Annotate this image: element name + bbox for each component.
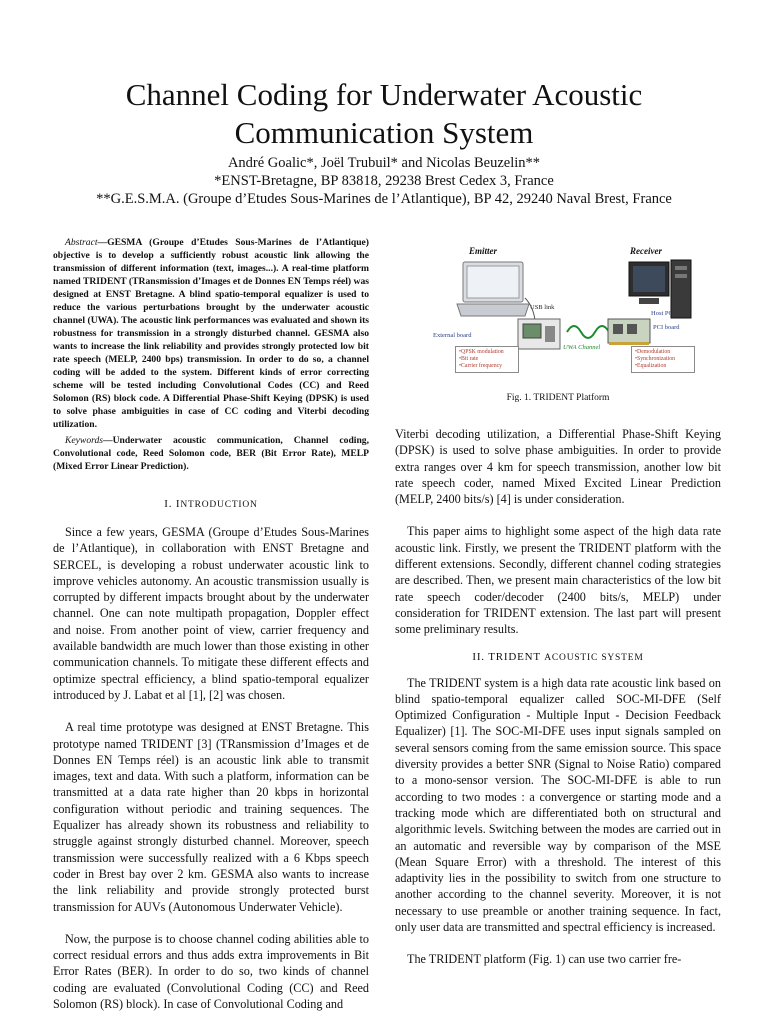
- receiver-feature: •Synchronization: [635, 356, 676, 362]
- abstract-text: —GESMA (Groupe d’Etudes Sous-Marines de l’Atlantique) objective is to develop a sufficiently robust acoustic link allowing the transmission of different information (text, images...). A real-time platform named TRIDENT (TRansmission d’Images et de Donnes EN Temps réel) was designed at ENST Bretagne. A blind spatio-temporal equalizer is used to reduce the various perturbations brought by the underwater acoustic channel (UWA). The acoustic link performances was evaluated and shown its robustness for transmission in a strongly disturbed channel. GESMA also wants to increase the link reliability and provides strongly protected low bit rate speech (MELP, 2400 bps) transmission. In order to do so, a channel coding will be added to the system. Different kinds of error correcting scheme will be tested including Convolutional Codes (CC) and Reed Solomon (RS) block code. A Differential Phase-Shift Keying (DPSK) is used to solve phase ambiguities in case of CC coding and Viterbi decoding utilization.: [53, 237, 369, 430]
- figure-caption: Fig. 1. TRIDENT Platform: [506, 393, 610, 403]
- authors: André Goalic*, Joël Trubuil* and Nicolas Beuzelin**: [227, 155, 541, 171]
- author-block: [20, 154, 748, 208]
- paper-title: Channel Coding for Underwater Acoustic Communication System: [125, 77, 643, 150]
- receiver-feature: •Demodulation: [635, 349, 671, 355]
- paragraph: Viterbi decoding utilization, a Differential Phase-Shift Keying (DPSK) is used to solve phase ambiguities. In order to provide extra ranges over 4 km for speech transmission, another low bit rate speech coder, named Mixed Excited Linear Prediction (MELP, 2400 bits/s) [4] is under consideration.: [395, 427, 721, 507]
- keywords: [53, 434, 369, 473]
- paragraph: Since a few years, GESMA (Groupe d’Etudes Sous-Marines de l’Atlantique), in collaboration with ENST Bretagne and SERCEL, is developing a robust underwater acoustic link to improve vehicles autonomy. An acoustic transmission usually is corrupted by different impacts brought about by the underwater channel. One can note multipath propagation, Doppler effect and noise. From another point of view, carrier frequency and available bandwidth are much lower than those existing in other communication channels. To mitigate these different effects and optimize spectral efficiency, a blind spatio-temporal equalizer introduced by J. Labat et al [1], [2] was chosen.: [53, 525, 369, 702]
- section-rest: NTRODUCTION: [180, 500, 258, 510]
- emitter-feature: •Bit rate: [459, 356, 479, 362]
- emitter-feature: •Carrier frequency: [459, 363, 503, 369]
- emitter-features-box: [455, 346, 519, 373]
- right-column: [395, 236, 721, 968]
- paragraph: The TRIDENT system is a high data rate acoustic link based on blind spatio-temporal equalizer called SOC-MI-DFE (Self Optimized Configuration - Multiple Input - Decision Feedback Equalizer) [1]. The SOC-MI-DFE uses input signals sampled on several sensors coming from the same emission source. This space diversity provides a better SNR (Signal to Noise Ratio) compared to a mono-sensor version. The SOC-MI-DFE is able to run according to two modes : a convergence or starting mode and a tracking mode which are differentiated both on structural and algorithmic levels. Switching between the modes are carried out in an automatic and reversible way by comparison of the MSE (Mean Square Error) with a threshold. The interest of this adaptivity lies in the possibility to switch from one structure to another according to the channel severity. Moreover, it is not necessary to use preamble or another training sequence. In fact, only user data are transmitted and spectral efficiency is increased.: [395, 675, 721, 935]
- receiver-feature: •Equalization: [635, 363, 667, 369]
- keywords-text: —Underwater acoustic communication, Channel coding, Convolutional code, Reed Solomon code, BER (Bit Error Rate), MELP (Mixed Error Linear Prediction).: [53, 435, 369, 472]
- section-main: TRIDENT: [488, 650, 541, 663]
- left-column: [53, 236, 369, 1012]
- host-pc-label: Host PC: [651, 310, 673, 317]
- paragraph: This paper aims to highlight some aspect of the high data rate acoustic link. Firstly, we present the TRIDENT platform with the different extensions. Secondly, different channel coding strategies are described. Then, we present main characteristics of the low bit rate speech coder/decoder (2400 bits/s, MELP) under consideration for TRIDENT extension. The last part will present some preliminary results.: [395, 524, 721, 637]
- affiliation-2: **G.E.S.M.A. (Groupe d’Etudes Sous-Marines de l’Atlantique), BP 42, 29240 Naval Brest, France: [96, 191, 672, 207]
- paragraph: Now, the purpose is to choose channel coding abilities able to correct residual errors and thus adds extra improvements in Bit Error Rates (BER). In order to do so, two kinds of channel coding are evaluated (Convolutional Coding (CC) and Reed Solomon (RS) block). In case of Convolutional Coding and: [53, 931, 369, 1012]
- emitter-feature: •QPSK modulation: [459, 349, 504, 355]
- receiver-label: Receiver: [630, 246, 662, 256]
- section-heading-introduction: [53, 497, 369, 512]
- external-board-label: External board: [433, 332, 472, 339]
- section-initial: I: [175, 498, 181, 510]
- abstract-lead: Abstract: [65, 237, 98, 248]
- section-heading-trident: [395, 650, 721, 665]
- paragraph: A real time prototype was designed at ENST Bretagne. This prototype named TRIDENT [3] (TRansmission d’Images et de Donnes EN Temps réel) is an acoustic link able to transmit images, text and data. With such a platform, information can be transmitted at a data rate higher than 20 kbps in horizontal configuration without periodic and training sequences. The Equalizer has already shown its robustness and reliability to struggle against strongly disturbed channel. Moreover, speech transmission were successfully realized with a 6 Kbps speech coder in Brest bay over 2 km. GESMA also wants to increase the link reliability and provide strongly protected burst transmission for AUVs (Autonomous Underwater Vehicle).: [53, 720, 369, 914]
- uwa-channel-label: UWA Channel: [563, 344, 601, 351]
- emitter-label: Emitter: [469, 246, 498, 256]
- figure-trident-platform: [425, 236, 697, 386]
- pci-board-label: PCI board: [653, 324, 680, 331]
- section-rest: ACOUSTIC SYSTEM: [544, 652, 644, 663]
- receiver-features-box: [631, 346, 695, 373]
- laptop-icon: [455, 260, 531, 318]
- abstract: [53, 236, 369, 431]
- external-board-icon: [517, 318, 561, 350]
- usb-label: USB link: [530, 304, 555, 311]
- affiliation-1: *ENST-Bretagne, BP 83818, 29238 Brest Cedex 3, France: [214, 173, 554, 189]
- pci-board-icon: [607, 316, 651, 346]
- paragraph: The TRIDENT platform (Fig. 1) can use two carrier fre-: [407, 952, 682, 967]
- section-number: I.: [164, 498, 173, 510]
- section-number: II.: [472, 650, 485, 663]
- keywords-lead: Keywords: [65, 435, 104, 446]
